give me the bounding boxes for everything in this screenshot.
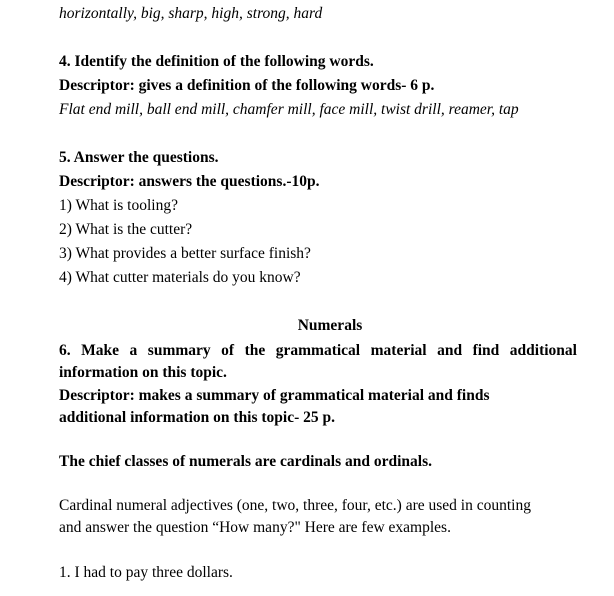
task5-heading: 5. Answer the questions. (59, 149, 219, 166)
example-sentence: 1. I had to pay three dollars. (59, 564, 233, 581)
task5-question: 2) What is the cutter? (59, 221, 193, 238)
numerals-section-title: Numerals (297, 317, 363, 334)
task6-descriptor-line2: additional information on this topic- 25 p. (59, 409, 336, 426)
cardinal-paragraph-line1: Cardinal numeral adjectives (one, two, three, four, etc.) are used in counting (59, 497, 531, 514)
task4-word-list: Flat end mill, ball end mill, chamfer mill, face mill, twist drill, reamer, tap (59, 101, 519, 118)
task5-descriptor: Descriptor: answers the questions.-10p. (59, 173, 320, 190)
task5-question: 1) What is tooling? (59, 197, 178, 214)
cardinal-paragraph-line2: and answer the question “How many?" Here are few examples. (59, 519, 451, 536)
task4-heading: 4. Identify the definition of the following words. (59, 53, 374, 70)
task4-descriptor: Descriptor: gives a definition of the following words- 6 p. (59, 77, 435, 94)
task6-heading-line1: 6. Make a summary of the grammatical material and find additional (59, 342, 577, 359)
task3-word-list: horizontally, big, sharp, high, strong, hard (59, 5, 323, 22)
task6-heading-line2: information on this topic. (59, 364, 227, 381)
chief-classes-statement: The chief classes of numerals are cardinals and ordinals. (59, 453, 433, 470)
task5-question: 4) What cutter materials do you know? (59, 269, 301, 286)
task6-descriptor-line1: Descriptor: makes a summary of grammatical material and finds (59, 387, 490, 404)
task5-question: 3) What provides a better surface finish? (59, 245, 311, 262)
